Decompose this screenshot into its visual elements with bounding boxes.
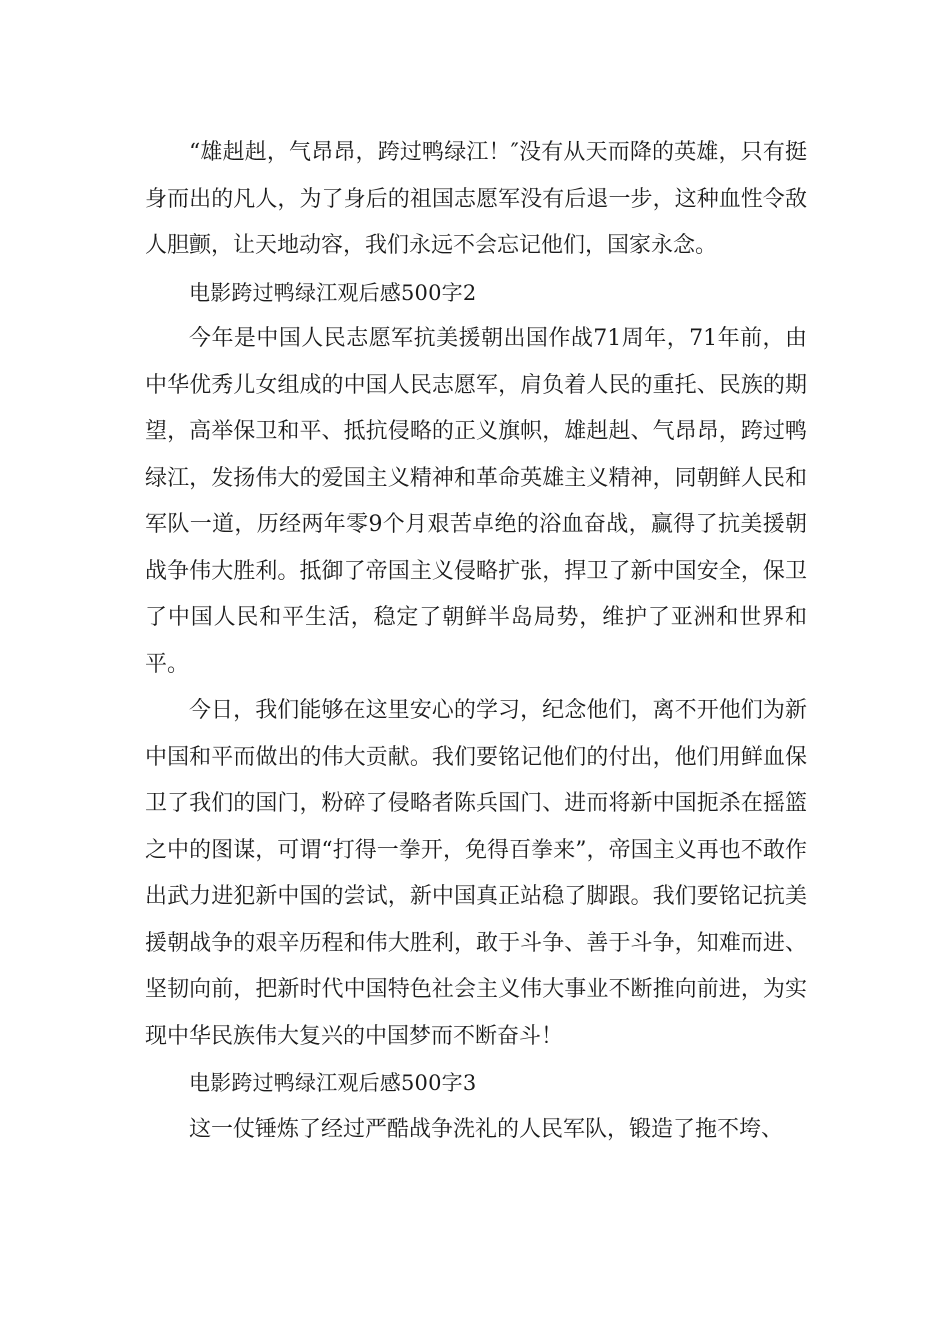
paragraph-intro: “雄赳赳，气昂昂，跨过鸭绿江！″没有从天而降的英雄，只有挺身而出的凡人，为了身后的祖国志愿军没有后退一步，这种血性令敌人胆颤，让天地动容，我们永远不会忘记他们，国家永念。	[145, 140, 807, 258]
paragraph-section-3-start: 这一仗锤炼了经过严酷战争洗礼的人民军队，锻造了拖不垮、	[189, 1116, 784, 1142]
document-body	[145, 130, 807, 1153]
section-heading-2: 电影跨过鸭绿江观后感500字2	[189, 280, 477, 305]
section-heading-3: 电影跨过鸭绿江观后感500字3	[189, 1071, 477, 1095]
paragraph-anniversary: 今年是中国人民志愿军抗美援朝出国作战71周年，71年前，由中华优秀儿女组成的中国人民志愿军，肩负着人民的重托、民族的期望，高举保卫和平、抵抗侵略的正义旗帜，雄赳赳、气昂昂，跨过鸭绿江，发扬伟大的爱国主义精神和革命英雄主义精神，同朝鲜人民和军队一道，历经两年零9个月艰苦卓绝的浴血奋战，赢得了抗美援朝战争伟大胜利。抵御了帝国主义侵略扩张，捍卫了新中国安全，保卫了中国人民和平生活，稳定了朝鲜半岛局势，维护了亚洲和世界和平。	[145, 326, 807, 677]
paragraph-remembrance: 今日，我们能够在这里安心的学习，纪念他们，离不开他们为新中国和平而做出的伟大贡献。我们要铭记他们的付出，他们用鲜血保卫了我们的国门，粉碎了侵略者陈兵国门、进而将新中国扼杀在摇篮之中的图谋，可谓“打得一拳开，免得百拳来”，帝国主义再也不敢作出武力进犯新中国的尝试，新中国真正站稳了脚跟。我们要铭记抗美援朝战争的艰辛历程和伟大胜利，敢于斗争、善于斗争，知难而进、坚韧向前，把新时代中国特色社会主义伟大事业不断推向前进，为实现中华民族伟大复兴的中国梦而不断奋斗！	[145, 698, 807, 1049]
